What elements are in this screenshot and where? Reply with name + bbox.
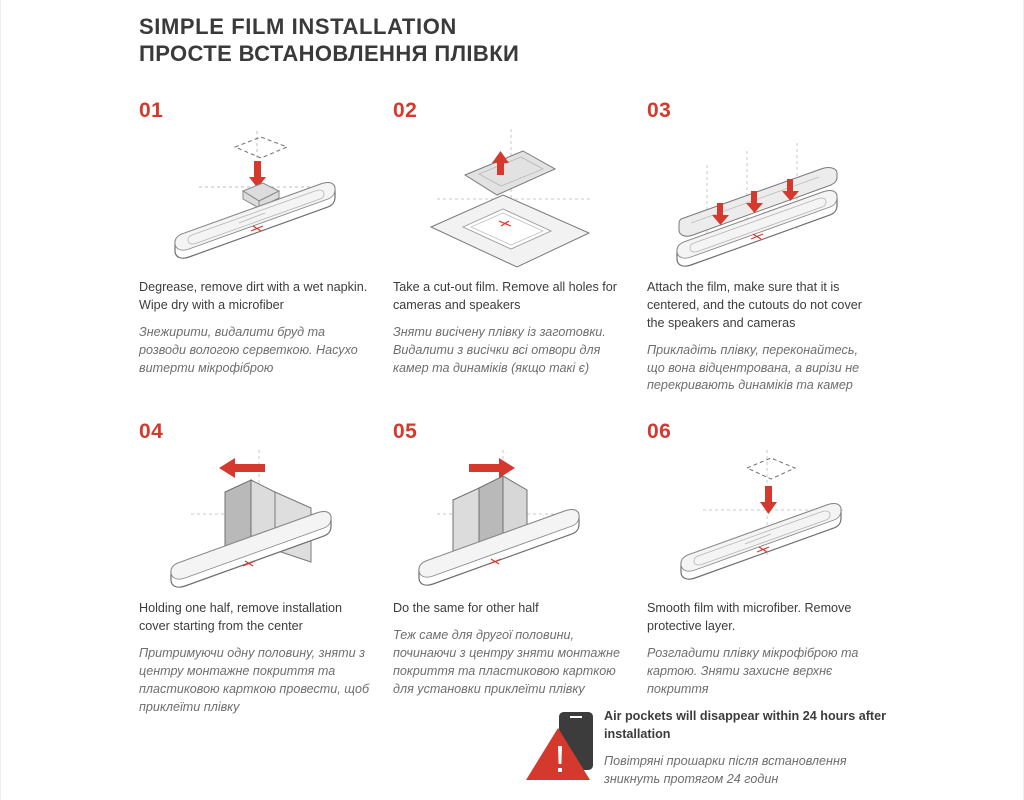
step-caption-uk: Теж саме для другої половини, починаючи з центру зняти монтажне покриття та пластиковою карткою для установки приклеїти плівку	[393, 628, 620, 696]
phone-with-napkin-illustration	[139, 125, 371, 275]
step-caption-en: Smooth film with microfiber. Remove protective layer.	[647, 601, 852, 634]
step-illustration-01	[139, 125, 371, 275]
step-card-01	[139, 100, 393, 395]
page-edge-left	[0, 0, 1, 800]
step-card-03	[647, 100, 901, 395]
step-caption-en: Degrease, remove dirt with a wet napkin. Wipe dry with a microfiber	[139, 280, 368, 312]
step-caption-en: Do the same for other half	[393, 601, 539, 616]
film-sheet-cutouts-illustration	[393, 125, 625, 275]
smooth-film-with-cloth-illustration	[647, 446, 879, 596]
film-aligned-over-phone-illustration	[647, 125, 879, 275]
footer-note-uk: Повітряні прошарки після встановлення зникнуть протягом 24 годин	[604, 753, 847, 786]
step-caption-en: Attach the film, make sure that it is centered, and the cutouts do not cover the speakers and cameras	[647, 280, 862, 330]
peel-left-half-illustration	[139, 446, 371, 596]
page-title-en: SIMPLE FILM INSTALLATION	[139, 14, 457, 39]
warning-triangle-icon	[524, 710, 596, 786]
steps-row-top	[139, 100, 901, 395]
step-number: 05	[393, 420, 418, 444]
step-number: 02	[393, 99, 418, 122]
step-number: 03	[647, 99, 672, 122]
peel-right-half-illustration	[393, 446, 625, 596]
step-illustration-04	[139, 446, 371, 596]
page-title-uk: ПРОСТЕ ВСТАНОВЛЕННЯ ПЛІВКИ	[139, 41, 520, 67]
footer-icon-wrap	[524, 708, 596, 791]
step-caption-uk: Розгладити плівку мікрофіброю та картою. Зняти захисне верхнє покриття	[647, 646, 859, 696]
step-illustration-02	[393, 125, 625, 275]
step-number: 06	[647, 420, 672, 444]
step-illustration-03	[647, 125, 879, 275]
step-illustration-05	[393, 446, 625, 596]
step-illustration-06	[647, 446, 879, 596]
footer-note-en: Air pockets will disappear within 24 hours after installation	[604, 709, 887, 741]
step-caption-en: Take a cut-out film. Remove all holes for cameras and speakers	[393, 280, 617, 312]
step-card-06	[647, 421, 901, 716]
step-card-02	[393, 100, 647, 395]
poster-header	[139, 14, 899, 68]
step-caption-uk: Знежирити, видалити бруд та розводи вологою серветкою. Насухо витерти мікрофіброю	[139, 324, 358, 375]
steps-row-bottom	[139, 421, 901, 716]
step-caption-en: Holding one half, remove installation cover starting from the center	[139, 601, 343, 634]
footer-text-block	[596, 708, 904, 789]
step-number: 01	[139, 99, 164, 122]
step-caption-uk: Притримуючи одну половину, зняти з центру монтажне покриття та пластиковою карткою провести, щоб приклеїти плівку	[139, 646, 370, 714]
steps-grid	[139, 100, 901, 717]
step-caption-uk: Зняти висічену плівку із заготовки. Видалити з висічки всі отвори для камер та динаміків (якщо такі є)	[393, 324, 606, 375]
step-number: 04	[139, 420, 164, 444]
step-card-04	[139, 421, 393, 716]
step-caption-uk: Прикладіть плівку, переконайтесь, що вона відцентрована, а вирізи не перекривають динаміків та камер	[647, 342, 860, 393]
footer-note	[524, 708, 904, 791]
step-card-05	[393, 421, 647, 716]
